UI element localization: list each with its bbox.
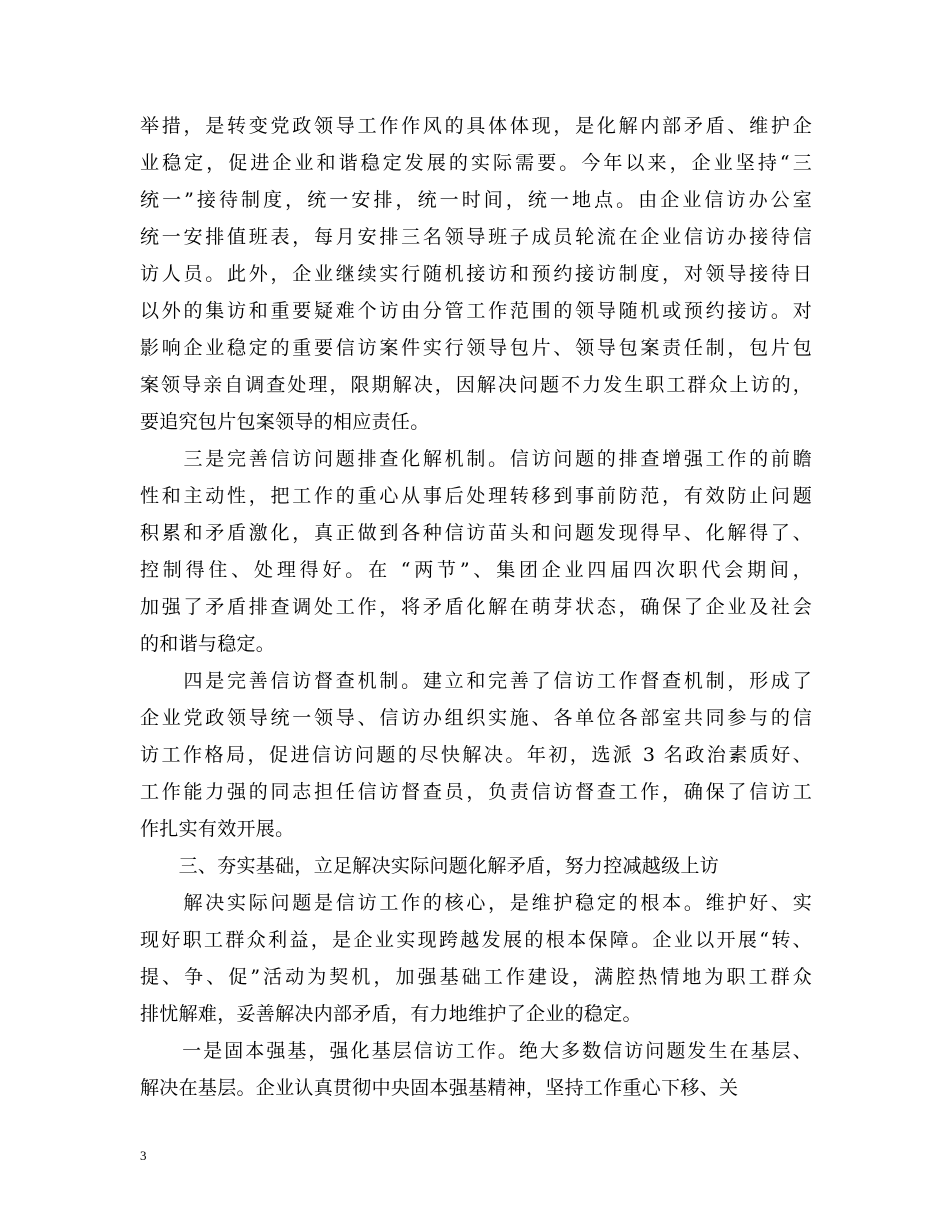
text-line: 访工作格局，促进信访问题的尽快解决。年初，选派 3 名政治素质好、 [140, 744, 812, 766]
text-line: 访人员。此外，企业继续实行随机接访和预约接访制度，对领导接待日 [140, 263, 812, 285]
text-line: 的和谐与稳定。 [140, 633, 276, 655]
text-line: 影响企业稳定的重要信访案件实行领导包片、领导包案责任制，包片包 [140, 337, 812, 359]
text-line: 三是完善信访问题排查化解机制。信访问题的排查增强工作的前瞻 [140, 448, 812, 470]
text-line: 要追究包片包案领导的相应责任。 [140, 411, 430, 433]
paragraph [140, 663, 812, 848]
text-line: 一是固本强基，强化基层信访工作。绝大多数信访问题发生在基层、 [140, 1040, 812, 1062]
text-line: 案领导亲自调查处理，限期解决，因解决问题不力发生职工群众上访的， [140, 374, 812, 396]
text-line: 加强了矛盾排查调处工作，将矛盾化解在萌芽状态，确保了企业及社会 [140, 596, 812, 618]
text-line: 统一”接待制度，统一安排，统一时间，统一地点。由企业信访办公室 [140, 189, 812, 211]
paragraph [140, 1033, 812, 1107]
text-line: 控制得住、处理得好。在 “两节”、集团企业四届四次职代会期间， [140, 559, 812, 581]
text-line: 举措，是转变党政领导工作作风的具体体现，是化解内部矛盾、维护企 [140, 115, 812, 137]
text-line: 企业党政领导统一领导、信访办组织实施、各单位各部室共同参与的信 [140, 707, 812, 729]
document-body [140, 108, 812, 1107]
text-line: 现好职工群众利益，是企业实现跨越发展的根本保障。企业以开展“转、 [140, 929, 812, 951]
page-number: 3 [140, 1148, 147, 1163]
text-line: 以外的集访和重要疑难个访由分管工作范围的领导随机或预约接访。对 [140, 300, 812, 322]
text-line: 排忧解难，妥善解决内部矛盾，有力地维护了企业的稳定。 [140, 1003, 642, 1025]
text-line: 统一安排值班表，每月安排三名领导班子成员轮流在企业信访办接待信 [140, 226, 812, 248]
paragraph [140, 441, 812, 663]
text-line: 四是完善信访督查机制。建立和完善了信访工作督查机制，形成了 [140, 670, 812, 692]
text-line: 业稳定，促进企业和谐稳定发展的实际需要。今年以来，企业坚持“三 [140, 152, 812, 174]
paragraph [140, 885, 812, 1033]
text-line: 工作能力强的同志担任信访督查员，负责信访督查工作，确保了信访工 [140, 781, 812, 803]
paragraph [140, 848, 812, 885]
text-line: 解决实际问题是信访工作的核心，是维护稳定的根本。维护好、实 [140, 892, 812, 914]
text-line: 解决在基层。企业认真贯彻中央固本强基精神，坚持工作重心下移、关 [140, 1077, 739, 1099]
text-line: 作扎实有效开展。 [140, 818, 295, 840]
paragraph [140, 108, 812, 441]
text-line: 三、夯实基础，立足解决实际问题化解矛盾，努力控减越级上访 [140, 855, 720, 877]
text-line: 性和主动性，把工作的重心从事后处理转移到事前防范，有效防止问题 [140, 485, 812, 507]
text-line: 积累和矛盾激化，真正做到各种信访苗头和问题发现得早、化解得了、 [140, 522, 812, 544]
text-line: 提、争、促”活动为契机，加强基础工作建设，满腔热情地为职工群众 [140, 966, 812, 988]
